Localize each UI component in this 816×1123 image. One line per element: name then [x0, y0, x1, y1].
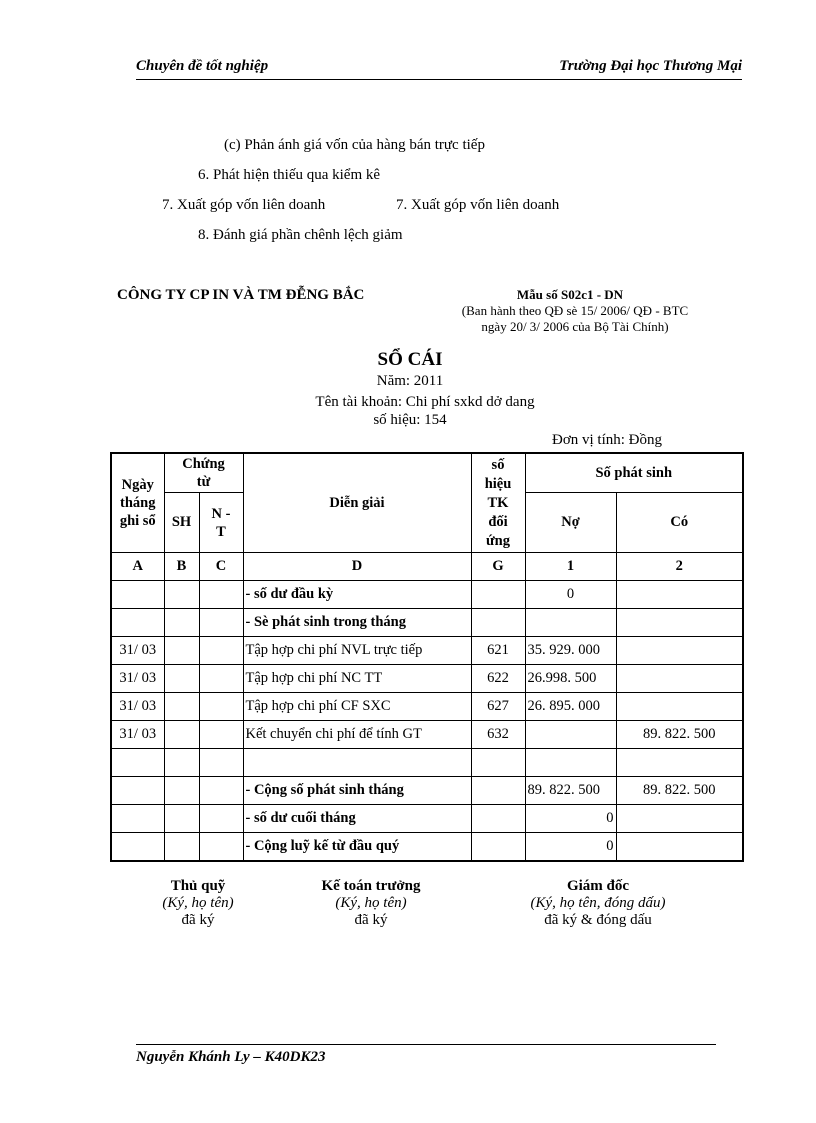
code-cell: 2	[616, 553, 743, 581]
row-credit	[616, 665, 743, 693]
col-nt-header: N - T	[199, 493, 243, 553]
signature-title: Giám đốc	[566, 878, 630, 894]
signature-title: Thủ quỹ	[170, 878, 226, 894]
row-account	[471, 805, 525, 833]
row-credit	[616, 581, 743, 609]
code-cell: D	[243, 553, 471, 581]
row-debit: 0	[525, 805, 616, 833]
row-description: Kết chuyển chi phí để tính GT	[243, 721, 471, 749]
code-row	[111, 553, 743, 581]
row-nt	[199, 749, 243, 777]
row-date: 31/ 03	[111, 665, 164, 693]
row-account	[471, 581, 525, 609]
row-nt	[199, 693, 243, 721]
row-nt	[199, 777, 243, 805]
row-credit	[616, 637, 743, 665]
col-acct-header: số hiệu TK đối ứng	[471, 453, 525, 553]
table-row	[111, 777, 743, 805]
table-row	[111, 609, 743, 637]
row-account	[471, 609, 525, 637]
row-date	[111, 749, 164, 777]
code-cell: A	[111, 553, 164, 581]
table-row	[111, 637, 743, 665]
row-description: - Cộng số phát sinh tháng	[243, 777, 471, 805]
table-row	[111, 805, 743, 833]
row-description: - Sè phát sinh trong tháng	[243, 609, 471, 637]
row-nt	[199, 805, 243, 833]
row-credit	[616, 833, 743, 862]
row-debit: 0	[525, 833, 616, 862]
footer-rule	[136, 1044, 716, 1045]
signature-status: đã ký & đóng dấu	[544, 912, 652, 928]
ledger-table	[110, 452, 744, 862]
table-row	[111, 581, 743, 609]
col-desc-header: Diễn giải	[243, 453, 471, 553]
list-item: 6. Phát hiện thiếu qua kiểm kê	[198, 167, 381, 183]
row-nt	[199, 721, 243, 749]
table-row	[111, 693, 743, 721]
signature-note: (Ký, họ tên, đóng dấu)	[530, 895, 666, 911]
col-sh-header: SH	[164, 493, 199, 553]
row-debit	[525, 749, 616, 777]
signature-director	[508, 878, 688, 929]
row-debit	[525, 721, 616, 749]
row-description: - Cộng luỹ kế từ đầu quý	[243, 833, 471, 862]
row-account	[471, 749, 525, 777]
page-title: SỔ CÁI	[377, 349, 443, 370]
row-nt	[199, 581, 243, 609]
row-nt	[199, 665, 243, 693]
row-sh	[164, 805, 199, 833]
row-date	[111, 833, 164, 862]
unit-label: Đơn vị tính: Đồng	[552, 432, 663, 448]
col-credit-header: Có	[616, 493, 743, 553]
row-debit: 26. 895. 000	[525, 693, 616, 721]
list-item: 8. Đánh giá phần chênh lệch giảm	[198, 227, 403, 243]
row-account: 627	[471, 693, 525, 721]
row-description: Tập hợp chi phí CF SXC	[243, 693, 471, 721]
signature-note: (Ký, họ tên)	[162, 895, 234, 911]
col-arising-header: Số phát sinh	[525, 453, 743, 493]
signature-title: Kế toán trưởng	[321, 878, 421, 894]
header-rule	[136, 79, 742, 80]
row-account: 622	[471, 665, 525, 693]
row-account	[471, 833, 525, 862]
row-credit: 89. 822. 500	[616, 721, 743, 749]
signature-status: đã ký	[354, 912, 388, 928]
row-debit: 26.998. 500	[525, 665, 616, 693]
row-debit: 35. 929. 000	[525, 637, 616, 665]
row-description: - số dư cuối tháng	[243, 805, 471, 833]
signature-status: đã ký	[181, 912, 215, 928]
row-debit	[525, 609, 616, 637]
row-sh	[164, 693, 199, 721]
row-credit	[616, 693, 743, 721]
code-cell: B	[164, 553, 199, 581]
code-cell: C	[199, 553, 243, 581]
row-date	[111, 777, 164, 805]
row-date	[111, 805, 164, 833]
row-account	[471, 777, 525, 805]
header-row	[111, 453, 743, 493]
row-date	[111, 609, 164, 637]
company-name: CÔNG TY CP IN VÀ TM ĐỄNG BẮC	[117, 287, 365, 303]
row-sh	[164, 833, 199, 862]
signature-chief-accountant	[281, 878, 461, 929]
row-credit: 89. 822. 500	[616, 777, 743, 805]
form-line1: (Ban hành theo QĐ sè 15/ 2006/ QĐ - BTC	[461, 303, 689, 318]
row-description: Tập hợp chi phí NC TT	[243, 665, 471, 693]
table-row	[111, 665, 743, 693]
row-date: 31/ 03	[111, 721, 164, 749]
table-row	[111, 833, 743, 862]
row-sh	[164, 637, 199, 665]
row-sh	[164, 581, 199, 609]
ledger-body	[111, 581, 743, 862]
row-description	[243, 749, 471, 777]
row-nt	[199, 637, 243, 665]
form-code: Mẫu số S02c1 - DN	[516, 287, 624, 302]
row-sh	[164, 609, 199, 637]
footer-author: Nguyễn Khánh Ly – K40DK23	[136, 1049, 326, 1065]
col-date-header: Ngày tháng ghi sổ	[111, 453, 164, 553]
row-description: Tập hợp chi phí NVL trực tiếp	[243, 637, 471, 665]
signature-cashier	[108, 878, 288, 929]
year-label: Năm: 2011	[376, 373, 444, 389]
row-sh	[164, 721, 199, 749]
row-description: - số dư đầu kỳ	[243, 581, 471, 609]
col-voucher-header: Chứng từ	[164, 453, 243, 493]
account-name: Tên tài khoản: Chi phí sxkd dở dang	[315, 394, 535, 410]
code-cell: G	[471, 553, 525, 581]
signature-note: (Ký, họ tên)	[335, 895, 407, 911]
row-account: 621	[471, 637, 525, 665]
row-credit	[616, 609, 743, 637]
list-item: 7. Xuất góp vốn liên doanh	[162, 197, 326, 213]
row-account: 632	[471, 721, 525, 749]
row-credit	[616, 749, 743, 777]
row-sh	[164, 665, 199, 693]
row-date: 31/ 03	[111, 693, 164, 721]
list-item: (c) Phản ánh giá vốn của hàng bán trực tiếp	[224, 137, 485, 153]
table-row	[111, 749, 743, 777]
row-nt	[199, 609, 243, 637]
header-left: Chuyên đề tốt nghiệp	[136, 58, 269, 74]
row-date: 31/ 03	[111, 637, 164, 665]
row-debit: 0	[525, 581, 616, 609]
row-nt	[199, 833, 243, 862]
header-right: Trường Đại học Thương Mại	[559, 58, 742, 74]
row-credit	[616, 805, 743, 833]
account-number: số hiệu: 154	[373, 412, 447, 428]
col-debit-header: Nợ	[525, 493, 616, 553]
code-cell: 1	[525, 553, 616, 581]
list-item: 7. Xuất góp vốn liên doanh	[396, 197, 560, 213]
row-date	[111, 581, 164, 609]
row-sh	[164, 777, 199, 805]
table-row	[111, 721, 743, 749]
row-sh	[164, 749, 199, 777]
form-line2: ngày 20/ 3/ 2006 của Bộ Tài Chính)	[481, 319, 669, 334]
row-debit: 89. 822. 500	[525, 777, 616, 805]
